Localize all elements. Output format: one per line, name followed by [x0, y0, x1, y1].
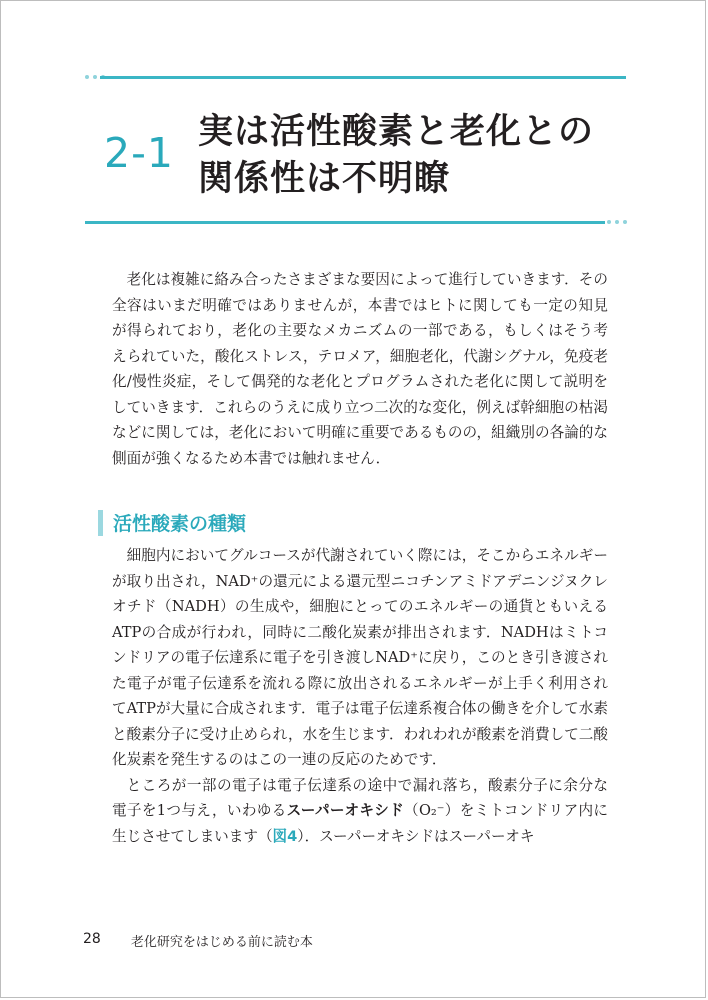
book-title: 老化研究をはじめる前に読む本: [130, 935, 313, 950]
subsection-heading: [98, 509, 246, 536]
section-number: 2-1: [104, 129, 174, 177]
heading-bar: [98, 510, 103, 536]
top-rule: [100, 76, 626, 79]
bottom-rule-dots: [607, 220, 627, 224]
para2-text-3: ）．スーパーオキシドはスーパーオキ: [297, 827, 535, 845]
subsection-paragraph-2: [112, 773, 608, 850]
bottom-rule: [85, 221, 605, 224]
section-title-line2: 関係性は不明瞭: [198, 159, 451, 199]
figure-reference-link[interactable]: 図4: [272, 827, 298, 845]
intro-paragraph-block: [112, 267, 608, 471]
term-superoxide: スーパーオキシド: [286, 802, 405, 819]
section-title-line1: 実は活性酸素と老化との: [198, 112, 595, 152]
subsection-paragraph-1: 細胞内においてグルコースが代謝されていく際には，そこからエネルギーが取り出され，NAD⁺の還元による還元型ニコチンアミドアデニンジヌクレオチド（NADH）の生成や，細胞にとってのエネルギーの通貨ともいえるATPの合成が行われ，同時に二酸化炭素が排出されます．NADHはミトコンドリアの電子伝達系に電子を引き渡しNAD⁺に戻り，このとき引き渡された電子が電子伝達系を流れる際に放出されるエネルギーが上手く利用されてATPが大量に合成されます．電子は電子伝達系複合体の働きを介して水素と酸素分子に受け止められ，水を生じます．われわれが酸素を消費して二酸化炭素を発生するのはこの一連の反応のためです．: [112, 547, 608, 768]
section-title: [198, 109, 618, 203]
subsection-body: [112, 543, 608, 849]
page-number: 28: [83, 931, 101, 947]
intro-paragraph: 老化は複雑に絡み合ったさまざまな要因によって進行していきます．その全容はいまだ明確ではありませんが，本書ではヒトに関しても一定の知見が得られており，老化の主要なメカニズムの一部である，もしくはそう考えられていた，酸化ストレス，テロメア，細胞老化，代謝シグナル，免疫老化/慢性炎症，そして偶発的な老化とプログラムされた老化に関して説明をしていきます．これらのうえに成り立つ二次的な変化，例えば幹細胞の枯渇などに関しては，老化において明確に重要であるものの，組織別の各論的な側面が強くなるため本書では触れません．: [112, 271, 608, 467]
page-footer: [83, 931, 313, 950]
para2-text-2: （O₂⁻）をミトコンドリア内に生じさせてしまいます（: [112, 802, 608, 845]
para2-text-1: ところが一部の電子は電子伝達系の途中で漏れ落ち，酸素分子に余分な電子を1つ与え，いわゆる: [112, 776, 608, 819]
subsection-heading-text: 活性酸素の種類: [113, 513, 247, 535]
